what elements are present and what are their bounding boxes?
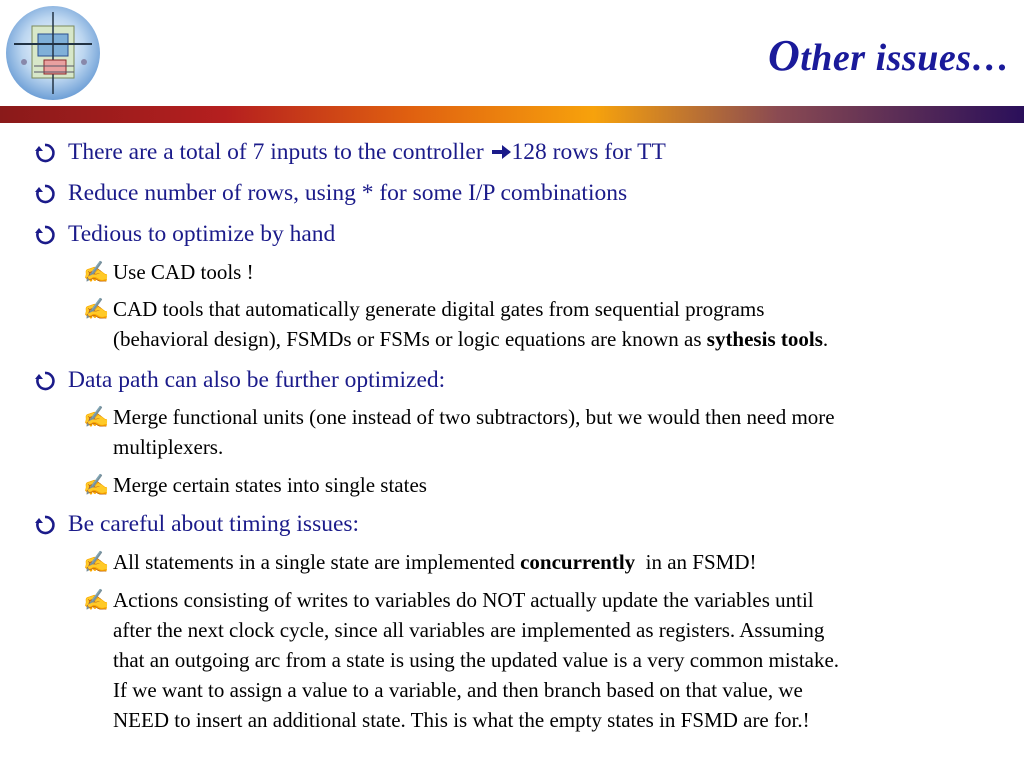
bullet-text [113,585,839,735]
circular-arrow-icon [34,365,58,400]
bullet-text-part: There are a total of 7 inputs to the controller [68,139,490,165]
bold-term: sythesis tools [706,327,823,351]
bullet-4 [68,365,445,395]
hand-pointer-icon: ✍ [83,550,110,574]
bullet-line: NEED to insert an additional state. This is what the empty states in FSMD are for.! [113,708,810,732]
circuit-globe-logo [4,4,102,102]
bullet-text: Reduce number of rows, using * for some I/P combinations [68,180,628,206]
hand-pointer-icon: ✍ [83,260,110,284]
title-gradient-bar [0,106,1024,123]
hand-pointer-icon: ✍ [83,297,110,321]
slide-title-initial: O [767,31,801,80]
hand-pointer-icon: ✍ [83,588,110,612]
bullet-line: multiplexers. [113,435,224,459]
slide-title-rest: ther issues… [800,37,1010,79]
right-arrow-icon [490,139,512,165]
bullet-line: CAD tools that automatically generate digital gates from sequential programs [113,297,765,321]
bullet-text-part: 128 rows for TT [511,139,666,165]
bullet-text [113,294,828,354]
bullet-2 [68,178,627,208]
sub-bullet-1 [83,257,254,287]
sub-bullet-5 [83,547,757,577]
bullet-text-part: . [822,327,829,351]
circular-arrow-icon [34,509,58,544]
circular-arrow-icon [34,137,58,172]
circular-arrow-icon [34,219,58,254]
sub-bullet-4 [83,470,427,500]
bullet-text: Tedious to optimize by hand [68,221,336,247]
circular-arrow-icon [34,178,58,213]
bullet-line [113,324,828,354]
bullet-text: Use CAD tools ! [113,260,254,284]
bullet-1 [68,137,666,167]
bullet-5 [68,509,359,539]
sub-bullet-2 [83,294,829,354]
bullet-text [68,139,666,165]
bullet-text-part: (behavioral design), FSMDs or FSMs or logic equations are known as [113,327,707,351]
bullet-line: after the next clock cycle, since all variables are implemented as registers. Assuming [113,618,825,642]
bullet-line: Merge functional units (one instead of two subtractors), but we would then need more [113,405,835,429]
bullet-text [113,402,835,462]
bullet-line: that an outgoing arc from a state is using the updated value is a very common mistake. [113,648,840,672]
bullet-text-part: in an FSMD! [635,550,757,574]
sub-bullet-3 [83,402,835,462]
bold-term: concurrently [520,550,636,574]
bullet-text: Be careful about timing issues: [68,511,360,537]
bullet-line: Actions consisting of writes to variables do NOT actually update the variables until [113,588,814,612]
bullet-text-part: All statements in a single state are implemented [113,550,521,574]
hand-pointer-icon: ✍ [83,405,110,429]
bullet-text: Data path can also be further optimized: [68,367,446,393]
slide-title [767,31,1010,80]
sub-bullet-6 [83,585,840,735]
bullet-text [113,550,757,574]
hand-pointer-icon: ✍ [83,473,110,497]
bullet-3 [68,219,335,249]
bullet-line: If we want to assign a value to a variable, and then branch based on that value, we [113,678,803,702]
bullet-text: Merge certain states into single states [113,473,427,497]
